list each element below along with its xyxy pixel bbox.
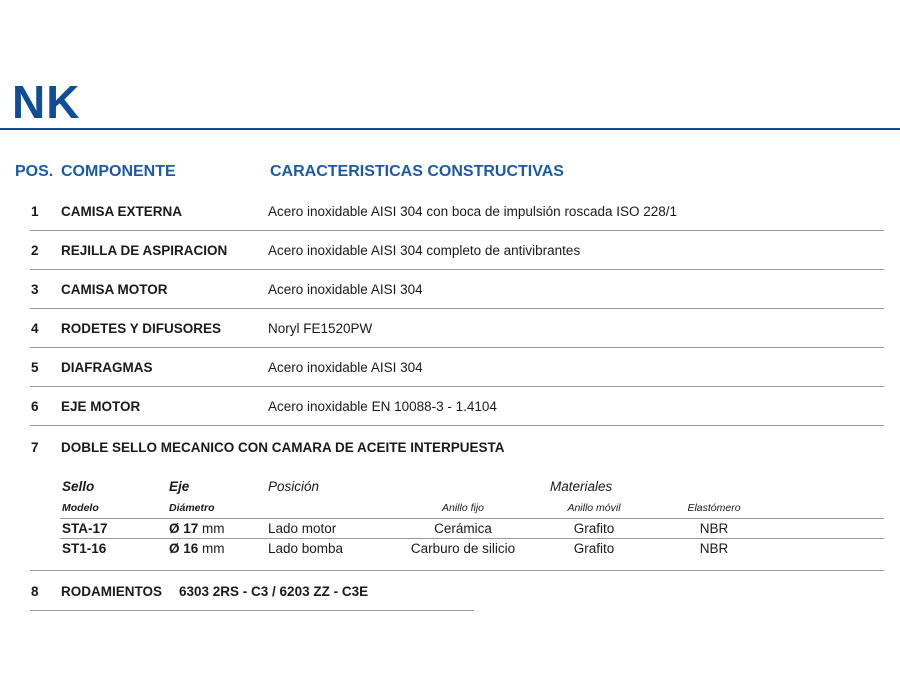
row-component: REJILLA DE ASPIRACION bbox=[61, 243, 228, 258]
row-description: Acero inoxidable AISI 304 bbox=[268, 360, 423, 375]
row-number: 3 bbox=[31, 282, 39, 297]
row-description: Acero inoxidable EN 10088-3 - 1.4104 bbox=[268, 399, 497, 414]
seal-header-posicion: Posición bbox=[268, 479, 320, 494]
header-componente: COMPONENTE bbox=[61, 163, 176, 180]
row-divider bbox=[30, 347, 884, 348]
seal-subheader-anillo-fijo: Anillo fijo bbox=[441, 502, 485, 514]
seal-elastomero: NBR bbox=[699, 541, 729, 556]
header-pos: POS. bbox=[15, 163, 54, 180]
table-row bbox=[0, 321, 884, 360]
bearings-value: 6303 2RS - C3 / 6203 ZZ - C3E bbox=[179, 584, 369, 599]
table-row bbox=[0, 399, 884, 438]
row-description: Noryl FE1520PW bbox=[268, 321, 373, 336]
seal-divider bbox=[60, 538, 884, 539]
row-number: 5 bbox=[31, 360, 39, 375]
row-component: CAMISA MOTOR bbox=[61, 282, 168, 297]
seal-modelo: ST1-16 bbox=[62, 541, 107, 556]
row-component: RODAMIENTOS bbox=[61, 584, 163, 599]
seal-diametro: Ø 16 mm bbox=[169, 541, 225, 556]
seal-anillo-fijo: Cerámica bbox=[434, 521, 492, 536]
seal-subheader-modelo: Modelo bbox=[62, 502, 99, 514]
seal-elastomero: NBR bbox=[699, 521, 729, 536]
row-number: 4 bbox=[31, 321, 39, 336]
row-number: 7 bbox=[31, 440, 39, 455]
seal-posicion: Lado bomba bbox=[268, 541, 344, 556]
row-divider bbox=[30, 570, 884, 571]
seal-header-eje: Eje bbox=[169, 479, 190, 494]
row-divider bbox=[30, 425, 884, 426]
row-component: DIAFRAGMAS bbox=[61, 360, 153, 375]
seal-anillo-fijo: Carburo de silicio bbox=[410, 541, 516, 556]
seal-header-materiales: Materiales bbox=[550, 479, 613, 494]
row-divider bbox=[30, 610, 474, 611]
title-divider bbox=[0, 128, 900, 130]
seal-anillo-movil: Grafito bbox=[573, 541, 615, 556]
table-row bbox=[0, 204, 884, 243]
row-description: Acero inoxidable AISI 304 bbox=[268, 282, 423, 297]
row-number: 6 bbox=[31, 399, 39, 414]
seal-anillo-movil: Grafito bbox=[573, 521, 615, 536]
row-divider bbox=[30, 230, 884, 231]
table-row bbox=[0, 243, 884, 282]
row-component: DOBLE SELLO MECANICO CON CAMARA DE ACEITE INTERPUESTA bbox=[61, 440, 505, 455]
row-component: CAMISA EXTERNA bbox=[61, 204, 183, 219]
row-description: Acero inoxidable AISI 304 con boca de impulsión roscada ISO 228/1 bbox=[268, 204, 678, 219]
seal-header-sello: Sello bbox=[62, 479, 95, 494]
row-number: 1 bbox=[31, 204, 39, 219]
row-component: RODETES Y DIFUSORES bbox=[61, 321, 222, 336]
seal-posicion: Lado motor bbox=[268, 521, 337, 536]
table-row-seal bbox=[0, 440, 884, 479]
seal-subheader-anillo-movil: Anillo móvil bbox=[567, 502, 621, 514]
table-row bbox=[0, 282, 884, 321]
row-number: 8 bbox=[31, 584, 39, 599]
row-divider bbox=[30, 308, 884, 309]
seal-subheader-diametro: Diámetro bbox=[169, 502, 215, 514]
table-row bbox=[0, 360, 884, 399]
row-description: Acero inoxidable AISI 304 completo de antivibrantes bbox=[268, 243, 581, 258]
header-caracteristicas: CARACTERISTICAS CONSTRUCTIVAS bbox=[270, 163, 564, 180]
seal-modelo: STA-17 bbox=[62, 521, 108, 536]
row-divider bbox=[30, 386, 884, 387]
seal-subheader-elastomero: Elastómero bbox=[687, 502, 741, 514]
page-title: NK bbox=[12, 76, 81, 128]
row-divider bbox=[30, 269, 884, 270]
row-number: 2 bbox=[31, 243, 39, 258]
seal-diametro: Ø 17 mm bbox=[169, 521, 225, 536]
seal-divider bbox=[60, 518, 884, 519]
row-component: EJE MOTOR bbox=[61, 399, 141, 414]
